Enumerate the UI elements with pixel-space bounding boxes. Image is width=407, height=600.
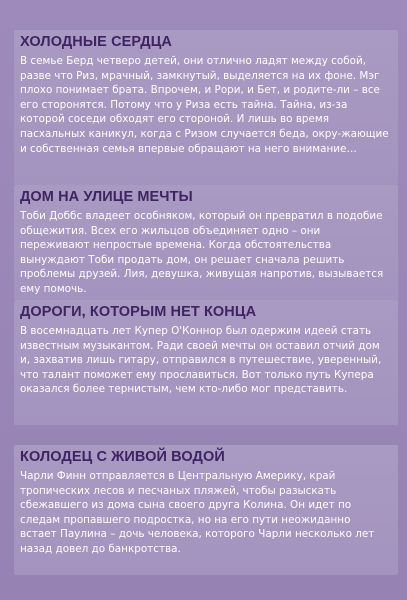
section-title: КОЛОДЕЦ С ЖИВОЙ ВОДОЙ xyxy=(20,449,225,465)
section-title: ХОЛОДНЫЕ СЕРДЦА xyxy=(20,34,172,50)
section-dream-street-house xyxy=(14,185,398,300)
section-description: В восемнадцать лет Купер О'Коннор был одержим идеей стать известным музыкантом. Ради своей мечты он оставил отчий дом и, захватив лишь гитару, отправился в путешествие, уверенный, что талант поможет ему прославиться. Вот только путь Купера оказался более тернистым, чем кто-либо мог представить. xyxy=(20,325,382,396)
section-description: Тоби Доббс владеет особняком, который он превратил в подобие общежития. Всех его жильцов объединяет одно – они переживают непростые времена. Когда обстоятельства вынуждают Тоби продать дом, он решает сначала решить проблемы друзей. Лия, девушка, живущая напротив, вызывается ему помочь. xyxy=(20,210,384,295)
section-endless-roads xyxy=(14,300,398,425)
section-description: В семье Берд четверо детей, они отлично ладят между собой, разве что Риз, мрачный, замкнутый, выделяется на их фоне. Мэг плохо понимает брата. Впрочем, и Рори, и Бет, и родите-ли – все его сторонятся. Потому что у Риза есть тайна. Тайна, из-за которой соседи обходят его стороной. И лишь во время пасхальных каникул, когда с Ризом случается беда, окру-жающие и собственная семья впервые обращают на него внимание… xyxy=(20,55,389,155)
section-title: ДОМ НА УЛИЦЕ МЕЧТЫ xyxy=(20,189,193,205)
section-description: Чарли Финн отправляется в Центральную Америку, край тропических лесов и песчаных пляжей, чтобы разыскать сбежавшего из дома сына своего друга Колина. Он идет по следам пропавшего подростка, но на его пути неожиданно встает Паулина – дочь человека, которого Чарли несколько лет назад довел до банкротства. xyxy=(20,470,375,555)
section-living-water-well xyxy=(14,445,398,575)
section-title: ДОРОГИ, КОТОРЫМ НЕТ КОНЦА xyxy=(20,304,257,320)
section-cold-hearts xyxy=(14,30,398,185)
